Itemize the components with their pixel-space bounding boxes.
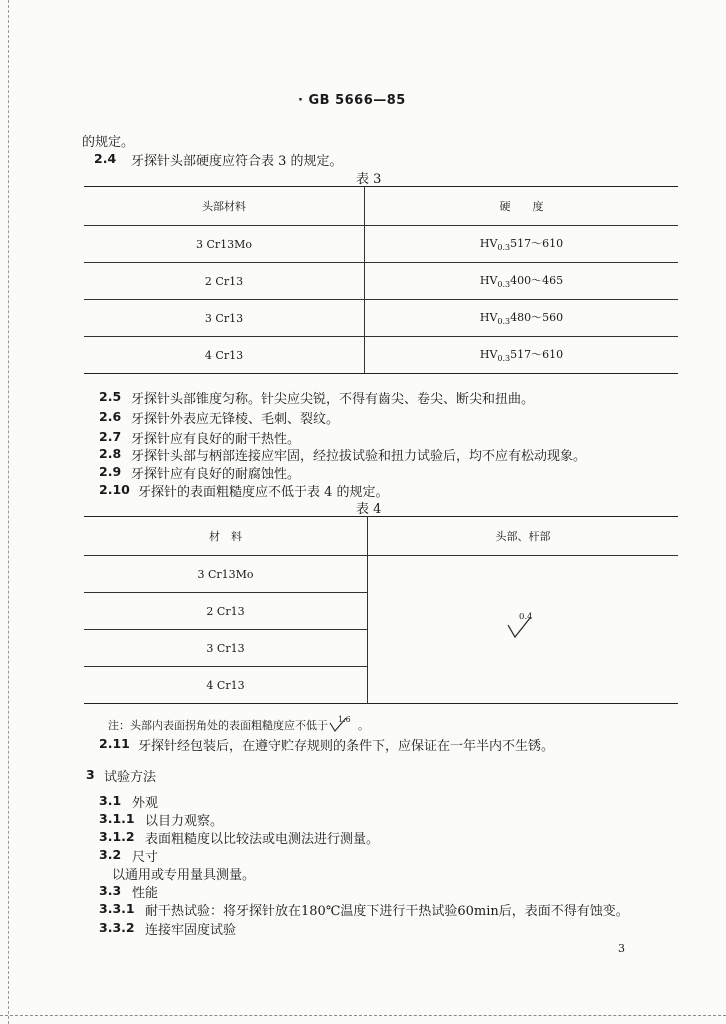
clause-text: 以通用或专用量具测量。 (112, 868, 256, 883)
hardness-range: 480～560 (510, 311, 564, 325)
table-header-row (84, 517, 678, 556)
clause-number: 3.3.1 (99, 901, 135, 916)
table-row (84, 263, 678, 300)
clause-text: 以目力观察。 (145, 814, 224, 829)
note-roughness-symbol (328, 717, 358, 733)
clause-text: 牙探针头部与柄部连接应牢固，经拉拔试验和扭力试验后，均不应有松动现象。 (131, 449, 587, 464)
clause-number: 2.5 (99, 389, 122, 404)
clause-text: 牙探针头部硬度应符合表 3 的规定。 (131, 154, 343, 169)
column-header-roughness: 头部、杆部 (368, 517, 679, 556)
section-title: 试验方法 (104, 770, 157, 785)
hardness-range: 517～610 (510, 237, 564, 251)
clause-text: 牙探针外表应无锋棱、毛刺、裂纹。 (131, 412, 340, 427)
clause-number: 2.11 (99, 736, 130, 751)
clause-number: 2.10 (99, 482, 130, 497)
clause-number: 3.2 (99, 847, 122, 862)
clause-text: 表面粗糙度以比较法或电测法进行测量。 (145, 832, 380, 847)
page-number: 3 (618, 942, 625, 955)
clause-text: 耐干热试验：将牙探针放在180℃温度下进行干热试验60min后，表面不得有蚀变。 (145, 904, 629, 919)
clause-number: 2.9 (99, 464, 122, 479)
roughness-symbol (506, 612, 540, 641)
hardness-range: 400～465 (510, 274, 564, 288)
clause-text: 外观 (132, 796, 159, 811)
cell-material: 3 Cr13Mo (84, 226, 365, 263)
clause-text: 性能 (132, 886, 159, 901)
roughness-value: 0.4 (519, 612, 533, 622)
column-header-material: 材 料 (84, 517, 368, 556)
cell-hardness (365, 263, 679, 300)
cell-material: 2 Cr13 (84, 593, 368, 630)
note-text: 注：头部内表面拐角处的表面粗糙度应不低于 (108, 719, 328, 732)
clause-number: 2.6 (99, 409, 122, 424)
hv-subscript: 0.3 (497, 280, 511, 290)
clause-number: 2.4 (94, 151, 117, 166)
hardness-range: 517～610 (510, 348, 564, 362)
cell-material: 4 Cr13 (84, 667, 368, 704)
cell-hardness (365, 300, 679, 337)
continued-text: 的规定。 (82, 135, 135, 150)
hv-label: HV (479, 274, 498, 288)
hv-subscript: 0.3 (497, 243, 511, 253)
cell-hardness (365, 337, 679, 374)
table-header-row (84, 187, 678, 226)
hv-subscript: 0.3 (497, 317, 511, 327)
column-header-material: 头部材料 (84, 187, 365, 226)
cell-hardness (365, 226, 679, 263)
cell-material: 3 Cr13 (84, 300, 365, 337)
note-end: 。 (358, 719, 369, 732)
hv-label: HV (479, 348, 498, 362)
clause-number: 2.8 (99, 446, 122, 461)
clause-number: 2.7 (99, 429, 122, 444)
table-3-caption: 表 3 (356, 172, 382, 187)
cell-material: 4 Cr13 (84, 337, 365, 374)
clause-number: 3.1.1 (99, 811, 135, 826)
page-fold-line (8, 0, 9, 1024)
clause-number: 3.3.2 (99, 920, 135, 935)
hv-subscript: 0.3 (497, 354, 511, 364)
clause-number: 3.1.2 (99, 829, 135, 844)
clause-text: 牙探针头部锥度匀称。针尖应尖锐，不得有齒尖、卷尖、断尖和扭曲。 (131, 392, 535, 407)
cell-roughness (368, 556, 679, 704)
clause-number: 3.1 (99, 793, 122, 808)
cell-material: 2 Cr13 (84, 263, 365, 300)
clause-text: 牙探针经包装后，在遵守贮存规则的条件下，应保证在一年半内不生锈。 (138, 739, 555, 754)
hv-label: HV (479, 237, 498, 251)
table-4 (84, 516, 678, 704)
page-cut-line (0, 1015, 726, 1016)
table-4-caption: 表 4 (356, 502, 382, 517)
column-header-hardness: 硬 度 (499, 200, 544, 213)
clause-text: 牙探针应有良好的耐干热性。 (131, 432, 301, 447)
note-roughness-value: 1.6 (338, 715, 351, 724)
table-note (108, 717, 369, 733)
clause-text: 连接牢固度试验 (145, 923, 237, 938)
cell-material: 3 Cr13 (84, 630, 368, 667)
table-3 (84, 186, 678, 374)
clause-text: 牙探针的表面粗糙度应不低于表 4 的规定。 (138, 485, 389, 500)
clause-number: 3.3 (99, 883, 122, 898)
table-row (84, 556, 678, 593)
section-number: 3 (86, 767, 95, 782)
document-header: · GB 5666—85 (298, 93, 406, 108)
cell-material: 3 Cr13Mo (84, 556, 368, 593)
table-row (84, 300, 678, 337)
clause-text: 尺寸 (132, 850, 159, 865)
clause-text: 牙探针应有良好的耐腐蚀性。 (131, 467, 301, 482)
hv-label: HV (479, 311, 498, 325)
table-row (84, 226, 678, 263)
table-row (84, 337, 678, 374)
